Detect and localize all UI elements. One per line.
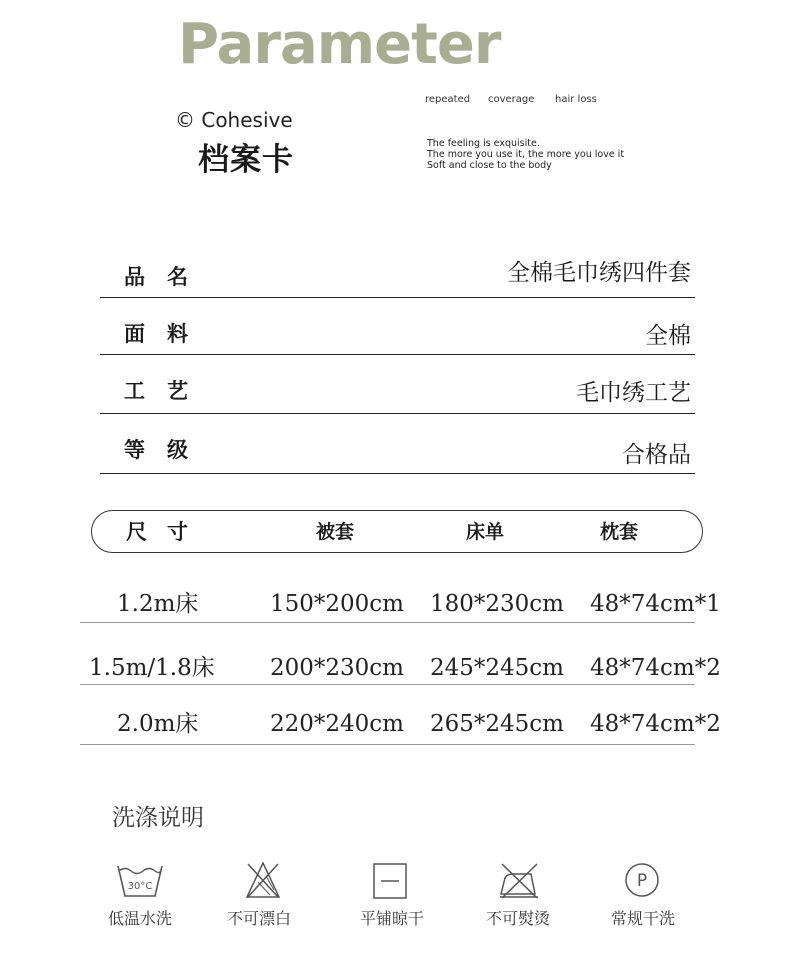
no-iron-icon bbox=[497, 860, 541, 900]
wash-label: 常规干洗 bbox=[611, 909, 676, 928]
pillow-cell: 48*74cm*2 bbox=[590, 711, 721, 737]
card-title: 档案卡 bbox=[198, 142, 294, 178]
flat-dry-icon bbox=[372, 862, 408, 900]
size-header-size: 尺寸 bbox=[126, 520, 208, 544]
param-row-name bbox=[100, 258, 695, 298]
param-row-craft bbox=[100, 373, 695, 414]
page-title: Parameter bbox=[178, 12, 501, 77]
slogan bbox=[427, 138, 624, 171]
size-header-pillow: 枕套 bbox=[600, 521, 639, 543]
slogan-line: The feeling is exquisite. bbox=[427, 138, 540, 149]
tag-hair-loss: hair loss bbox=[555, 94, 597, 105]
duvet-cell: 220*240cm bbox=[270, 711, 404, 737]
tag-repeated: repeated bbox=[425, 94, 471, 105]
slogan-line: Soft and close to the body bbox=[427, 160, 552, 171]
wash-label: 不可漂白 bbox=[227, 909, 292, 928]
duvet-cell: 200*230cm bbox=[270, 655, 404, 681]
wash-30-icon bbox=[116, 862, 164, 900]
no-bleach-icon bbox=[244, 860, 282, 900]
param-value: 合格品 bbox=[622, 442, 691, 468]
pillow-cell: 48*74cm*2 bbox=[590, 655, 721, 681]
size-header-duvet: 被套 bbox=[316, 521, 355, 543]
size-table-header bbox=[91, 510, 703, 553]
param-value: 全棉毛巾绣四件套 bbox=[507, 260, 691, 286]
wash-label: 平铺晾干 bbox=[360, 909, 425, 928]
dry-clean-icon bbox=[624, 862, 660, 898]
size-cell: 1.2m床 bbox=[117, 591, 199, 617]
wash-label: 低温水洗 bbox=[108, 909, 173, 928]
dry-clean-letter: P bbox=[636, 871, 648, 891]
tag-coverage: coverage bbox=[488, 94, 535, 105]
sheet-cell: 180*230cm bbox=[430, 591, 564, 617]
param-value: 毛巾绣工艺 bbox=[576, 380, 691, 406]
size-cell: 2.0m床 bbox=[117, 711, 199, 737]
brand-name: © Cohesive bbox=[175, 108, 293, 132]
wash-temp-text: 30°C bbox=[127, 881, 153, 892]
size-cell: 1.5m/1.8床 bbox=[89, 655, 215, 681]
param-label: 面料 bbox=[124, 322, 210, 346]
param-label: 等级 bbox=[124, 438, 210, 462]
wash-title: 洗涤说明 bbox=[112, 805, 204, 831]
param-row-fabric bbox=[100, 315, 695, 355]
duvet-cell: 150*200cm bbox=[270, 591, 404, 617]
param-row-grade bbox=[100, 432, 695, 474]
param-label: 工艺 bbox=[124, 379, 210, 403]
wash-label: 不可熨烫 bbox=[486, 909, 551, 928]
pillow-cell: 48*74cm*1 bbox=[590, 591, 721, 617]
param-label: 品名 bbox=[124, 265, 210, 289]
sheet-cell: 245*245cm bbox=[430, 655, 564, 681]
param-value: 全棉 bbox=[645, 323, 691, 349]
size-header-sheet: 床单 bbox=[466, 521, 505, 543]
sheet-cell: 265*245cm bbox=[430, 711, 564, 737]
slogan-line: The more you use it, the more you love it bbox=[427, 149, 625, 160]
